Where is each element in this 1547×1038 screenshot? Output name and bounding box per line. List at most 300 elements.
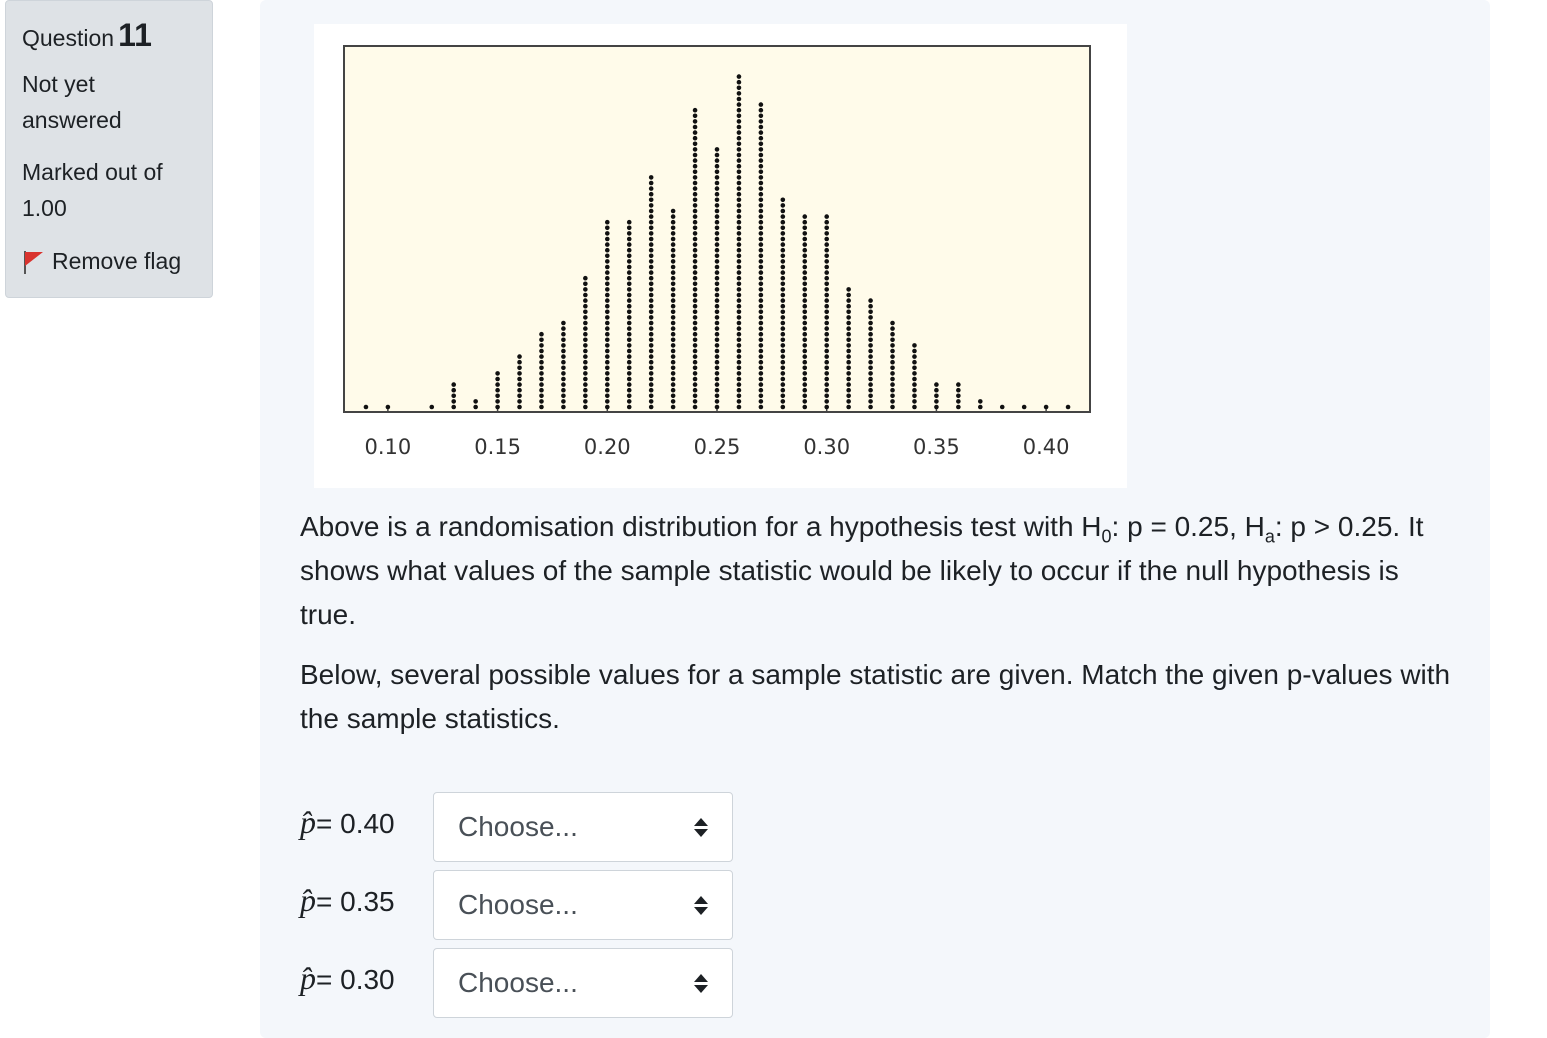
data-dot — [649, 349, 654, 354]
data-dot — [693, 198, 698, 203]
data-dot — [868, 354, 873, 359]
remove-flag-link[interactable] — [22, 248, 196, 275]
data-dot — [1000, 405, 1005, 410]
data-dot — [605, 394, 610, 399]
data-dot — [364, 405, 369, 410]
data-dot — [693, 192, 698, 197]
data-dot — [781, 259, 786, 264]
flag-icon — [22, 249, 44, 275]
data-dot — [627, 366, 632, 371]
data-dot — [868, 332, 873, 337]
data-dot — [583, 287, 588, 292]
data-dot — [912, 405, 917, 410]
data-dot — [824, 315, 829, 320]
data-dot — [649, 298, 654, 303]
data-dot — [846, 405, 851, 410]
data-dot — [759, 108, 764, 113]
data-dot — [824, 254, 829, 259]
data-dot — [627, 265, 632, 270]
data-dot — [802, 310, 807, 315]
data-dot — [824, 338, 829, 343]
data-dot — [627, 388, 632, 393]
data-dot — [605, 354, 610, 359]
data-dot — [693, 304, 698, 309]
data-dot — [759, 192, 764, 197]
data-dot — [781, 377, 786, 382]
data-dot — [583, 338, 588, 343]
data-dot — [627, 287, 632, 292]
data-dot — [671, 366, 676, 371]
data-dot — [759, 382, 764, 387]
data-dot — [583, 394, 588, 399]
data-dot — [671, 220, 676, 225]
data-dot — [802, 354, 807, 359]
data-dot — [802, 237, 807, 242]
data-dot — [890, 326, 895, 331]
data-dot — [802, 242, 807, 247]
data-dot — [627, 310, 632, 315]
data-dot — [561, 349, 566, 354]
data-dot — [649, 186, 654, 191]
data-dot — [693, 321, 698, 326]
data-dot — [693, 147, 698, 152]
answer-label — [300, 804, 433, 851]
data-dot — [715, 298, 720, 303]
data-dot — [693, 181, 698, 186]
data-dot — [627, 399, 632, 404]
p-hat-symbol: p̂ — [300, 803, 316, 840]
data-dot — [693, 382, 698, 387]
data-dot — [715, 360, 720, 365]
subscript-a: a — [1264, 526, 1275, 547]
data-dot — [539, 349, 544, 354]
data-dot — [671, 343, 676, 348]
data-dot — [715, 147, 720, 152]
data-dot — [737, 343, 742, 348]
data-dot — [605, 405, 610, 410]
data-dot — [627, 326, 632, 331]
data-dot — [759, 326, 764, 331]
data-dot — [649, 371, 654, 376]
answer-value: = 0.35 — [316, 885, 395, 917]
data-dot — [627, 293, 632, 298]
data-dot — [583, 399, 588, 404]
data-dot — [605, 338, 610, 343]
data-dot — [671, 298, 676, 303]
data-dot — [846, 377, 851, 382]
data-dot — [583, 310, 588, 315]
data-dot — [561, 321, 566, 326]
data-dot — [693, 214, 698, 219]
data-dot — [759, 321, 764, 326]
data-dot — [495, 394, 500, 399]
data-dot — [759, 136, 764, 141]
question-text — [300, 505, 1460, 757]
data-dot — [759, 270, 764, 275]
data-dot — [715, 265, 720, 270]
data-dot — [693, 349, 698, 354]
data-dot — [649, 394, 654, 399]
data-dot — [1044, 405, 1049, 410]
data-dot — [802, 259, 807, 264]
data-dot — [868, 315, 873, 320]
data-dot — [802, 315, 807, 320]
data-dot — [715, 270, 720, 275]
data-dot — [605, 293, 610, 298]
data-dot — [649, 192, 654, 197]
data-dot — [824, 360, 829, 365]
data-dot — [715, 382, 720, 387]
data-dot — [846, 360, 851, 365]
data-dot — [824, 214, 829, 219]
data-dot — [737, 405, 742, 410]
data-dot — [715, 332, 720, 337]
question-paragraph-2: Below, several possible values for a sample statistic are given. Match the given p-values with the sample statistics. — [300, 659, 1451, 734]
data-dot — [561, 354, 566, 359]
data-dot — [781, 287, 786, 292]
data-dot — [737, 164, 742, 169]
data-dot — [671, 349, 676, 354]
data-dot — [605, 254, 610, 259]
data-dot — [583, 349, 588, 354]
data-dot — [583, 360, 588, 365]
data-dot — [737, 158, 742, 163]
data-dot — [605, 282, 610, 287]
data-dot — [737, 259, 742, 264]
data-dot — [539, 394, 544, 399]
data-dot — [715, 394, 720, 399]
data-dot — [759, 366, 764, 371]
data-dot — [693, 125, 698, 130]
data-dot — [671, 321, 676, 326]
data-dot — [737, 108, 742, 113]
data-dot — [824, 310, 829, 315]
data-dot — [890, 394, 895, 399]
data-dot — [539, 382, 544, 387]
data-dot — [737, 97, 742, 102]
data-dot — [802, 338, 807, 343]
data-dot — [627, 242, 632, 247]
x-tick-label: 0.30 — [803, 435, 851, 459]
data-dot — [583, 366, 588, 371]
data-dot — [715, 349, 720, 354]
data-dot — [715, 203, 720, 208]
data-dot — [605, 226, 610, 231]
data-dot — [693, 388, 698, 393]
data-dot — [781, 254, 786, 259]
data-dot — [868, 382, 873, 387]
answer-select-1[interactable] — [433, 792, 733, 862]
data-dot — [846, 321, 851, 326]
data-dot — [561, 377, 566, 382]
data-dot — [912, 388, 917, 393]
data-dot — [759, 315, 764, 320]
data-dot — [737, 254, 742, 259]
data-dot — [781, 399, 786, 404]
data-dot — [868, 349, 873, 354]
data-dot — [824, 237, 829, 242]
data-dot — [802, 360, 807, 365]
data-dot — [671, 354, 676, 359]
data-dot — [627, 248, 632, 253]
data-dot — [759, 349, 764, 354]
question-info-panel — [5, 0, 213, 298]
data-dot — [627, 343, 632, 348]
data-dot — [802, 332, 807, 337]
data-dot — [671, 405, 676, 410]
data-dot — [737, 310, 742, 315]
data-dot — [451, 399, 456, 404]
data-dot — [737, 315, 742, 320]
data-dot — [715, 276, 720, 281]
data-dot — [846, 354, 851, 359]
data-dot — [824, 394, 829, 399]
data-dot — [649, 293, 654, 298]
data-dot — [671, 388, 676, 393]
data-dot — [649, 343, 654, 348]
data-dot — [539, 399, 544, 404]
data-dot — [715, 175, 720, 180]
question-label: Question — [22, 25, 115, 51]
data-dot — [627, 349, 632, 354]
data-dot — [781, 326, 786, 331]
data-dot — [781, 237, 786, 242]
data-dot — [605, 371, 610, 376]
data-dot — [451, 382, 456, 387]
select-value: Choose... — [458, 967, 578, 998]
data-dot — [693, 158, 698, 163]
data-dot — [715, 282, 720, 287]
data-dot — [649, 338, 654, 343]
data-dot — [759, 332, 764, 337]
data-dot — [759, 394, 764, 399]
data-dot — [451, 394, 456, 399]
question-grade: Marked out of 1.00 — [22, 159, 163, 221]
answer-select-2[interactable] — [433, 870, 733, 940]
data-dot — [824, 231, 829, 236]
data-dot — [671, 259, 676, 264]
data-dot — [868, 304, 873, 309]
data-dot — [693, 153, 698, 158]
data-dot — [517, 388, 522, 393]
data-dot — [693, 366, 698, 371]
data-dot — [759, 209, 764, 214]
data-dot — [693, 226, 698, 231]
data-dot — [715, 186, 720, 191]
data-dot — [846, 399, 851, 404]
data-dot — [561, 326, 566, 331]
data-dot — [517, 399, 522, 404]
data-dot — [715, 209, 720, 214]
x-tick-label: 0.35 — [913, 435, 960, 459]
data-dot — [737, 198, 742, 203]
data-dot — [802, 254, 807, 259]
data-dot — [693, 231, 698, 236]
data-dot — [649, 175, 654, 180]
data-dot — [605, 388, 610, 393]
data-dot — [627, 259, 632, 264]
data-dot — [737, 366, 742, 371]
answer-label — [300, 960, 433, 1007]
data-dot — [693, 259, 698, 264]
data-dot — [693, 175, 698, 180]
data-dot — [781, 203, 786, 208]
data-dot — [737, 114, 742, 119]
data-dot — [912, 377, 917, 382]
data-dot — [759, 186, 764, 191]
data-dot — [605, 259, 610, 264]
data-dot — [890, 371, 895, 376]
data-dot — [737, 125, 742, 130]
data-dot — [649, 270, 654, 275]
data-dot — [890, 399, 895, 404]
data-dot — [846, 382, 851, 387]
data-dot — [802, 326, 807, 331]
data-dot — [802, 304, 807, 309]
data-dot — [605, 304, 610, 309]
data-dot — [583, 326, 588, 331]
data-dot — [605, 377, 610, 382]
select-arrows-icon — [694, 818, 708, 837]
data-dot — [737, 119, 742, 124]
data-dot — [715, 237, 720, 242]
data-dot — [737, 74, 742, 79]
data-dot — [649, 287, 654, 292]
x-tick-label: 0.20 — [583, 435, 631, 459]
data-dot — [759, 338, 764, 343]
data-dot — [759, 265, 764, 270]
data-dot — [561, 405, 566, 410]
data-dot — [693, 315, 698, 320]
data-dot — [868, 405, 873, 410]
answer-select-3[interactable] — [433, 948, 733, 1018]
data-dot — [802, 220, 807, 225]
data-dot — [583, 388, 588, 393]
data-dot — [759, 198, 764, 203]
data-dot — [583, 354, 588, 359]
data-dot — [583, 343, 588, 348]
data-dot — [539, 360, 544, 365]
data-dot — [737, 282, 742, 287]
data-dot — [627, 298, 632, 303]
data-dot — [759, 175, 764, 180]
data-dot — [715, 226, 720, 231]
data-dot — [802, 394, 807, 399]
data-dot — [781, 214, 786, 219]
data-dot — [671, 332, 676, 337]
data-dot — [715, 354, 720, 359]
data-dot — [627, 382, 632, 387]
data-dot — [561, 382, 566, 387]
data-dot — [605, 265, 610, 270]
data-dot — [737, 181, 742, 186]
data-dot — [802, 371, 807, 376]
data-dot — [605, 220, 610, 225]
data-dot — [824, 270, 829, 275]
data-dot — [890, 360, 895, 365]
data-dot — [715, 338, 720, 343]
data-dot — [846, 371, 851, 376]
data-dot — [781, 265, 786, 270]
data-dot — [539, 332, 544, 337]
data-dot — [824, 287, 829, 292]
data-dot — [627, 377, 632, 382]
data-dot — [846, 394, 851, 399]
data-dot — [671, 304, 676, 309]
data-dot — [737, 293, 742, 298]
data-dot — [737, 80, 742, 85]
data-dot — [715, 377, 720, 382]
data-dot — [693, 220, 698, 225]
data-dot — [693, 209, 698, 214]
p-hat-symbol: p̂ — [300, 959, 316, 996]
data-dot — [912, 349, 917, 354]
data-dot — [649, 242, 654, 247]
data-dot — [539, 405, 544, 410]
data-dot — [671, 377, 676, 382]
data-dot — [539, 388, 544, 393]
data-dot — [693, 293, 698, 298]
data-dot — [649, 209, 654, 214]
data-dot — [649, 198, 654, 203]
data-dot — [715, 321, 720, 326]
data-dot — [693, 394, 698, 399]
data-dot — [824, 298, 829, 303]
data-dot — [627, 360, 632, 365]
data-dot — [671, 382, 676, 387]
data-dot — [715, 326, 720, 331]
data-dot — [781, 198, 786, 203]
data-dot — [715, 315, 720, 320]
data-dot — [693, 310, 698, 315]
data-dot — [671, 399, 676, 404]
data-dot — [693, 405, 698, 410]
data-dot — [561, 338, 566, 343]
data-dot — [605, 298, 610, 303]
data-dot — [649, 265, 654, 270]
data-dot — [759, 214, 764, 219]
data-dot — [671, 214, 676, 219]
data-dot — [824, 366, 829, 371]
data-dot — [649, 399, 654, 404]
data-dot — [386, 405, 391, 410]
data-dot — [715, 231, 720, 236]
data-dot — [781, 394, 786, 399]
data-dot — [759, 254, 764, 259]
data-dot — [824, 377, 829, 382]
data-dot — [627, 254, 632, 259]
data-dot — [649, 315, 654, 320]
data-dot — [605, 326, 610, 331]
data-dot — [737, 382, 742, 387]
data-dot — [824, 399, 829, 404]
data-dot — [671, 231, 676, 236]
data-dot — [627, 338, 632, 343]
data-dot — [605, 231, 610, 236]
data-dot — [693, 326, 698, 331]
data-dot — [737, 371, 742, 376]
remove-flag-label: Remove flag — [52, 248, 182, 274]
data-dot — [737, 142, 742, 147]
data-dot — [737, 276, 742, 281]
data-dot — [912, 394, 917, 399]
data-dot — [737, 153, 742, 158]
data-dot — [846, 366, 851, 371]
data-dot — [890, 405, 895, 410]
data-dot — [846, 304, 851, 309]
data-dot — [715, 181, 720, 186]
data-dot — [802, 282, 807, 287]
